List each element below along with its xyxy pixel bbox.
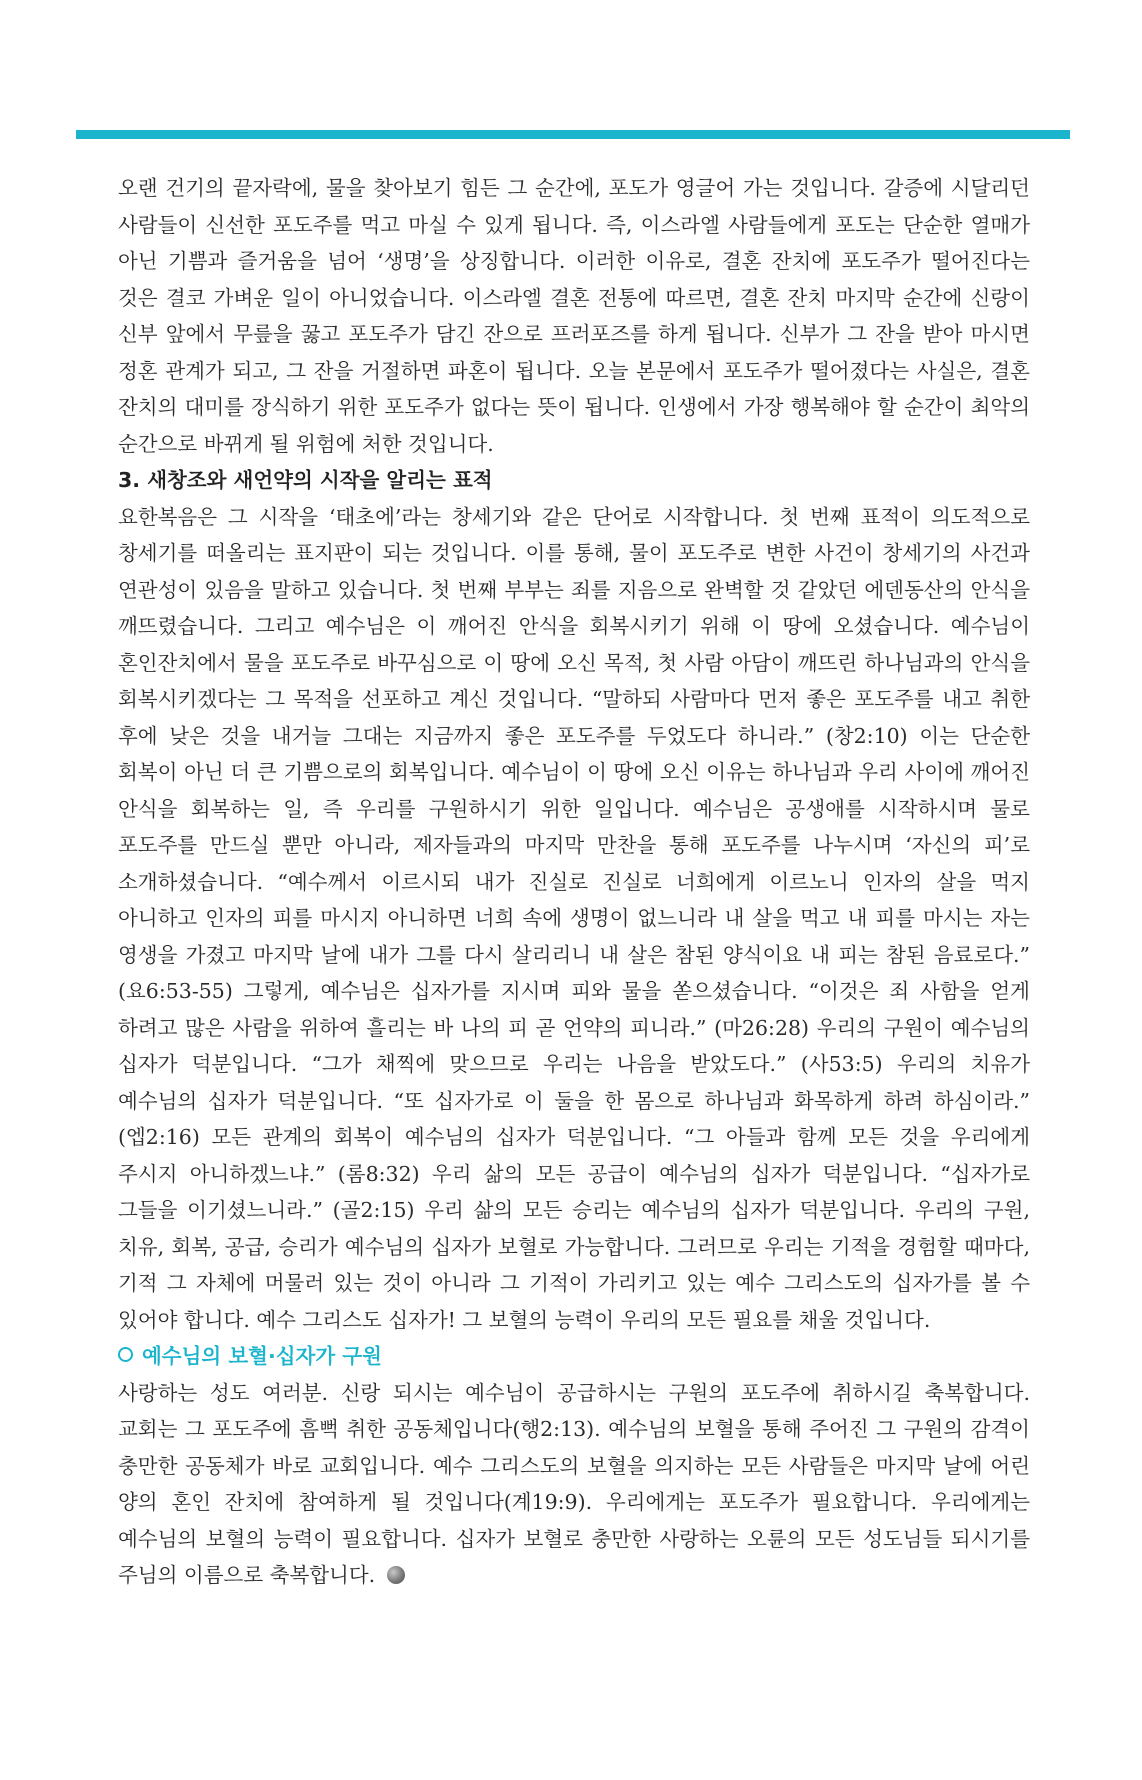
section-3-heading: 3. 새창조와 새언약의 시작을 알리는 표적 <box>118 468 493 492</box>
conclusion-heading-text: 예수님의 보혈·십자가 구원 <box>142 1344 382 1368</box>
circle-bullet-icon <box>118 1347 133 1362</box>
sermon-content <box>118 170 1030 1594</box>
end-mark-icon <box>387 1566 405 1584</box>
conclusion-text: 사랑하는 성도 여러분. 신랑 되시는 예수님이 공급하시는 구원의 포도주에 취하시길 축복합니다. 교회는 그 포도주에 흠뻑 취한 공동체입니다(행2:13). 예수님의 보혈을 통해 주어진 그 구원의 감격이 충만한 공동체가 바로 교회입니다. 예수 그리스도의 보혈을 의지하는 모든 사람들은 마지막 날에 어린 양의 혼인 잔치에 참여하게 될 것입니다(계19:9). 우리에게는 포도주가 필요합니다. 우리에게는 예수님의 보혈의 능력이 필요합니다. 십자가 보혈로 충만한 사랑하는 오륜의 모든 성도님들 되시기를 주님의 이름으로 축복합니다. <box>118 1380 1030 1587</box>
section-3-paragraph: 요한복음은 그 시작을 ‘태초에’라는 창세기와 같은 단어로 시작합니다. 첫 번째 표적이 의도적으로 창세기를 떠올리는 표지판이 되는 것입니다. 이를 통해, 물이 포도주로 변한 사건이 창세기의 사건과 연관성이 있음을 말하고 있습니다. 첫 번째 부부는 죄를 지음으로 완벽할 것 같았던 에덴동산의 안식을 깨뜨렸습니다. 그리고 예수님은 이 깨어진 안식을 회복시키기 위해 이 땅에 오셨습니다. 예수님이 혼인잔치에서 물을 포도주로 바꾸심으로 이 땅에 오신 목적, 첫 사람 아담이 깨뜨린 하나님과의 안식을 회복시키겠다는 그 목적을 선포하고 계신 것입니다. “말하되 사람마다 먼저 좋은 포도주를 내고 취한 후에 낮은 것을 내거늘 그대는 지금까지 좋은 포도주를 두었도다 하니라.” (창2:10) 이는 단순한 회복이 아닌 더 큰 기쁨으로의 회복입니다. 예수님이 이 땅에 오신 이유는 하나님과 우리 사이에 깨어진 안식을 회복하는 일, 즉 우리를 구원하시기 위한 일입니다. 예수님은 공생애를 시작하시며 물로 포도주를 만드실 뿐만 아니라, 제자들과의 마지막 만찬을 통해 포도주를 나누시며 ‘자신의 피’로 소개하셨습니다. “예수께서 이르시되 내가 진실로 진실로 너희에게 이르노니 인자의 살을 먹지 아니하고 인자의 피를 마시지 아니하면 너희 속에 생명이 없느니라 내 살을 먹고 내 피를 마시는 자는 영생을 가졌고 마지막 날에 내가 그를 다시 살리리니 내 살은 참된 양식이요 내 피는 참된 음료로다.” (요6:53-55) 그렇게, 예수님은 십자가를 지시며 피와 물을 쏟으셨습니다. “이것은 죄 사함을 얻게 하려고 많은 사람을 위하여 흘리는 바 나의 피 곧 언약의 피니라.” (마26:28) 우리의 구원이 예수님의 십자가 덕분입니다. “그가 채찍에 맞으므로 우리는 나음을 받았도다.” (사53:5) 우리의 치유가 예수님의 십자가 덕분입니다. “또 십자가로 이 둘을 한 몸으로 하나님과 화목하게 하려 하심이라.” (엡2:16) 모든 관계의 회복이 예수님의 십자가 덕분입니다. “그 아들과 함께 모든 것을 우리에게 주시지 아니하겠느냐.” (롬8:32) 우리 삶의 모든 공급이 예수님의 십자가 덕분입니다. “십자가로 그들을 이기셨느니라.” (골2:15) 우리 삶의 모든 승리는 예수님의 십자가 덕분입니다. 우리의 구원, 치유, 회복, 공급, 승리가 예수님의 십자가 보혈로 가능합니다. 그러므로 우리는 기적을 경험할 때마다, 기적 그 자체에 머물러 있는 것이 아니라 그 기적이 가리키고 있는 예수 그리스도의 십자가를 볼 수 있어야 합니다. 예수 그리스도 십자가! 그 보혈의 능력이 우리의 모든 필요를 채울 것입니다. <box>118 504 1030 1332</box>
top-accent-rule <box>76 130 1070 139</box>
conclusion-heading <box>118 1338 1030 1375</box>
conclusion-paragraph <box>118 1375 1030 1594</box>
intro-paragraph: 오랜 건기의 끝자락에, 물을 찾아보기 힘든 그 순간에, 포도가 영글어 가는 것입니다. 갈증에 시달리던 사람들이 신선한 포도주를 먹고 마실 수 있게 됩니다. 즉, 이스라엘 사람들에게 포도는 단순한 열매가 아닌 기쁨과 즐거움을 넘어 ‘생명’을 상징합니다. 이러한 이유로, 결혼 잔치에 포도주가 떨어진다는 것은 결코 가벼운 일이 아니었습니다. 이스라엘 결혼 전통에 따르면, 결혼 잔치 마지막 순간에 신랑이 신부 앞에서 무릎을 꿇고 포도주가 담긴 잔으로 프러포즈를 하게 됩니다. 신부가 그 잔을 받아 마시면 정혼 관계가 되고, 그 잔을 거절하면 파혼이 됩니다. 오늘 본문에서 포도주가 떨어졌다는 사실은, 결혼 잔치의 대미를 장식하기 위한 포도주가 없다는 뜻이 됩니다. 인생에서 가장 행복해야 할 순간이 최악의 순간으로 바뀌게 될 위험에 처한 것입니다. <box>118 176 1030 456</box>
